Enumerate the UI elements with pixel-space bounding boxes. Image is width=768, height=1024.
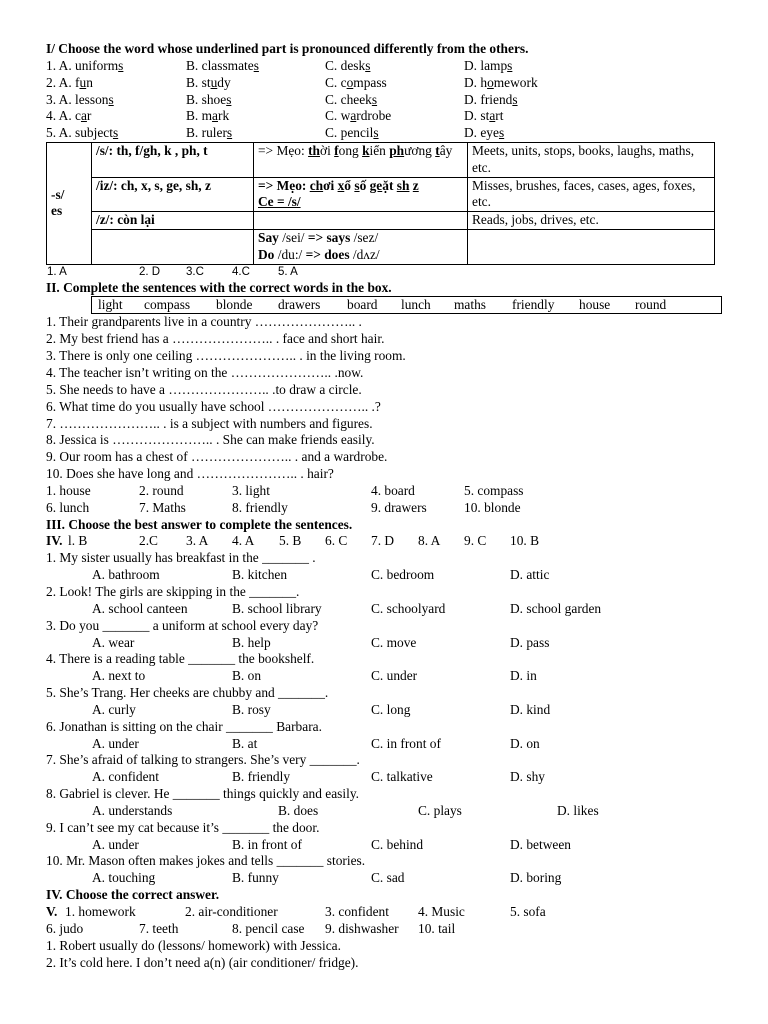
fill-in-sentence: 5. She needs to have a ………………….. .to draw a circle. bbox=[46, 381, 362, 397]
mc-question: 10. Mr. Mason often makes jokes and tells _______ stories. bbox=[46, 853, 366, 869]
answer-option: C. wardrobe bbox=[325, 108, 392, 124]
word-box-item: drawers bbox=[278, 297, 321, 313]
word-box-item: round bbox=[635, 297, 667, 313]
answer-option: B. funny bbox=[232, 870, 279, 886]
answer-option: 5. A. subjects bbox=[46, 125, 119, 141]
section-1-questions bbox=[46, 58, 726, 142]
rule-z-tip bbox=[254, 212, 468, 230]
answer-option: B. rosy bbox=[232, 701, 271, 717]
answer-option: 1. A. uniforms bbox=[46, 57, 124, 73]
answer-option: B. kitchen bbox=[232, 567, 288, 583]
answer-option: 2. A. fun bbox=[46, 74, 93, 90]
answer-key-item: 1. house bbox=[46, 482, 91, 498]
answer-option: B. mark bbox=[186, 108, 230, 124]
answer-key-item: 10. tail bbox=[418, 920, 456, 936]
answer-option: C. long bbox=[371, 701, 411, 717]
answer-option: C. schoolyard bbox=[371, 600, 446, 616]
mc-options bbox=[46, 702, 726, 719]
answer-option: B. study bbox=[186, 74, 231, 90]
answer-key-item: 2. round bbox=[139, 482, 184, 498]
answer-option: C. move bbox=[371, 634, 417, 650]
answer-option: D. eyes bbox=[464, 125, 505, 141]
answer-key-item: 5. sofa bbox=[510, 904, 546, 920]
answer-key-item: 3. light bbox=[232, 482, 270, 498]
fill-in-sentence: 8. Jessica is ………………….. . She can make friends easily. bbox=[46, 432, 375, 448]
pronunciation-question bbox=[46, 92, 726, 109]
answer-key-item: 9. C bbox=[464, 533, 487, 549]
rule-s-examples: Meets, units, stops, books, laughs, maths, etc. bbox=[468, 143, 715, 178]
word-box bbox=[91, 296, 722, 314]
mc-options bbox=[46, 635, 726, 652]
word-box-item: board bbox=[347, 297, 378, 313]
rule-iz-sounds: /iz/: ch, x, s, ge, sh, z bbox=[92, 177, 254, 212]
answer-key-label: IV. bbox=[46, 533, 63, 549]
answer-key-item: 1. A bbox=[47, 265, 67, 278]
fill-in-sentence: 1. Their grandparents live in a country ………………….. . bbox=[46, 314, 362, 330]
answer-key-item: 10. B bbox=[510, 533, 540, 549]
answer-key-item: 6. judo bbox=[46, 920, 84, 936]
mc-question: 1. My sister usually has breakfast in the _______ . bbox=[46, 550, 316, 566]
section-4-title: IV. Choose the correct answer. bbox=[46, 887, 220, 903]
mc-options bbox=[46, 601, 726, 618]
answer-option: A. next to bbox=[92, 668, 146, 684]
rule-ending-label: -s/ bbox=[51, 186, 65, 202]
section-4-question: 2. It’s cold here. I don’t need a(n) (air conditioner/ fridge). bbox=[46, 954, 359, 970]
rule-z-examples: Reads, jobs, drives, etc. bbox=[468, 212, 715, 230]
answer-option: C. sad bbox=[371, 870, 405, 886]
section-4-answer-key-1 bbox=[46, 904, 726, 921]
answer-key-item: 7. teeth bbox=[139, 920, 179, 936]
answer-key-item: 4. board bbox=[371, 482, 415, 498]
answer-key-item: 3.C bbox=[186, 265, 204, 278]
answer-option: B. on bbox=[232, 668, 262, 684]
section-1-title: I/ Choose the word whose underlined part is pronounced differently from the others. bbox=[46, 41, 529, 56]
answer-option: A. school canteen bbox=[92, 600, 188, 616]
answer-option: D. homework bbox=[464, 74, 538, 90]
mc-question: 9. I can’t see my cat because it’s _______ the door. bbox=[46, 819, 320, 835]
answer-key-item: 4.C bbox=[232, 265, 250, 278]
rule-iz-examples: Misses, brushes, faces, cases, ages, foxes, etc. bbox=[468, 177, 715, 212]
answer-option: D. in bbox=[510, 668, 537, 684]
answer-option: C. plays bbox=[418, 802, 462, 818]
section-3-answer-key bbox=[46, 533, 726, 550]
word-box-item: maths bbox=[454, 297, 486, 313]
section-3-title: III. Choose the best answer to complete the sentences. bbox=[46, 516, 353, 532]
answer-key-item: 5. B bbox=[279, 533, 302, 549]
fill-in-sentence: 9. Our room has a chest of ………………….. . and a wardrobe. bbox=[46, 449, 388, 465]
answer-option: A. confident bbox=[92, 769, 159, 785]
fill-in-sentence: 4. The teacher isn’t writing on the ………………….. .now. bbox=[46, 365, 364, 381]
word-box-item: light bbox=[98, 297, 123, 313]
word-box-item: compass bbox=[144, 297, 191, 313]
answer-option: 4. A. car bbox=[46, 108, 92, 124]
answer-option: A. understands bbox=[92, 802, 173, 818]
mc-question: 7. She’s afraid of talking to strangers. She’s very _______. bbox=[46, 752, 360, 768]
answer-option: D. friends bbox=[464, 91, 518, 107]
answer-key-item: 7. Maths bbox=[139, 499, 186, 515]
answer-option: A. curly bbox=[92, 701, 136, 717]
mc-options bbox=[46, 567, 726, 584]
answer-option: A. bathroom bbox=[92, 567, 160, 583]
answer-option: B. help bbox=[232, 634, 271, 650]
section-3-questions bbox=[46, 550, 726, 887]
answer-option: C. compass bbox=[325, 74, 387, 90]
answer-option: A. under bbox=[92, 735, 139, 751]
fill-in-sentence: 2. My best friend has a ………………….. . face and short hair. bbox=[46, 331, 385, 347]
rule-exceptions: Say /sei/ => says /sez/ Do /du:/ => does /dʌz/ bbox=[254, 230, 468, 265]
mc-options bbox=[46, 837, 726, 854]
answer-option: B. classmates bbox=[186, 57, 259, 73]
mc-question: 6. Jonathan is sitting on the chair _______ Barbara. bbox=[46, 718, 322, 734]
answer-option: D. pass bbox=[510, 634, 550, 650]
answer-option: A. touching bbox=[92, 870, 156, 886]
mc-options bbox=[46, 668, 726, 685]
rule-ending-cell bbox=[47, 143, 92, 265]
rule-ending-label-2: es bbox=[51, 203, 63, 219]
answer-option: C. cheeks bbox=[325, 91, 378, 107]
answer-option: A. under bbox=[92, 836, 139, 852]
answer-key-item: 9. dishwasher bbox=[325, 920, 399, 936]
answer-key-item: 4. Music bbox=[418, 904, 465, 920]
answer-key-item: 5. compass bbox=[464, 482, 524, 498]
answer-option: B. in front of bbox=[232, 836, 302, 852]
answer-key-item: 5. A bbox=[278, 265, 298, 278]
section-1-answer-key bbox=[46, 265, 726, 280]
answer-option: D. on bbox=[510, 735, 540, 751]
answer-option: B. friendly bbox=[232, 769, 291, 785]
answer-key-item: 2. air-conditioner bbox=[185, 904, 278, 920]
answer-key-label: V. bbox=[46, 904, 58, 920]
mc-question: 4. There is a reading table _______ the bookshelf. bbox=[46, 651, 315, 667]
answer-key-item: 3. A bbox=[186, 533, 209, 549]
answer-option: C. behind bbox=[371, 836, 424, 852]
pronunciation-rules-table bbox=[46, 142, 715, 265]
answer-key-item: 8. A bbox=[418, 533, 441, 549]
answer-option: B. rulers bbox=[186, 125, 233, 141]
section-2-answer-key-1 bbox=[46, 483, 726, 500]
fill-in-sentence: 7. ………………….. . is a subject with numbers and figures. bbox=[46, 415, 373, 431]
rule-iz-tip: => Mẹo: chơi xổ số geặt sh z Ce = /s/ bbox=[254, 177, 468, 212]
rule-exception-blank bbox=[92, 230, 254, 265]
answer-option: D. likes bbox=[557, 802, 599, 818]
answer-key-item: 4. A bbox=[232, 533, 255, 549]
mc-question: 8. Gabriel is clever. He _______ things quickly and easily. bbox=[46, 786, 359, 802]
answer-option: C. desks bbox=[325, 57, 371, 73]
answer-option: C. bedroom bbox=[371, 567, 435, 583]
section-4-question: 1. Robert usually do (lessons/ homework) with Jessica. bbox=[46, 937, 341, 953]
word-box-item: friendly bbox=[512, 297, 555, 313]
answer-key-item: 8. friendly bbox=[232, 499, 288, 515]
mc-options bbox=[46, 803, 726, 820]
section-4-answer-key-2 bbox=[46, 921, 726, 938]
answer-option: B. school library bbox=[232, 600, 322, 616]
fill-in-sentence: 3. There is only one ceiling ………………….. . in the living room. bbox=[46, 348, 406, 364]
fill-in-sentence: 10. Does she have long and ………………….. . hair? bbox=[46, 466, 334, 482]
answer-option: C. pencils bbox=[325, 125, 379, 141]
word-box-item: blonde bbox=[216, 297, 253, 313]
answer-option: 3. A. lessons bbox=[46, 91, 114, 107]
section-2-title: II. Complete the sentences with the correct words in the box. bbox=[46, 279, 392, 295]
answer-option: D. shy bbox=[510, 769, 545, 785]
answer-option: D. boring bbox=[510, 870, 562, 886]
answer-option: D. school garden bbox=[510, 600, 602, 616]
rule-s-sounds: /s/: th, f/gh, k , ph, t bbox=[92, 143, 254, 178]
answer-option: B. at bbox=[232, 735, 258, 751]
answer-option: D. attic bbox=[510, 567, 550, 583]
section-2-sentences bbox=[46, 314, 726, 482]
answer-key-item: 6. C bbox=[325, 533, 348, 549]
answer-key-item: 2. D bbox=[139, 265, 161, 278]
worksheet bbox=[46, 41, 726, 971]
answer-key-item: 10. blonde bbox=[464, 499, 521, 515]
section-2-answer-key-2 bbox=[46, 500, 726, 517]
rule-exception-blank-2 bbox=[468, 230, 715, 265]
answer-option: C. talkative bbox=[371, 769, 433, 785]
mc-options bbox=[46, 870, 726, 887]
answer-option: B. shoes bbox=[186, 91, 232, 107]
mc-question: 5. She’s Trang. Her cheeks are chubby and _______. bbox=[46, 685, 329, 701]
answer-key-item: 9. drawers bbox=[371, 499, 427, 515]
answer-key-item: 8. pencil case bbox=[232, 920, 305, 936]
mc-question: 2. Look! The girls are skipping in the _______. bbox=[46, 583, 300, 599]
answer-option: D. kind bbox=[510, 701, 551, 717]
answer-option: C. under bbox=[371, 668, 418, 684]
answer-option: D. lamps bbox=[464, 57, 513, 73]
answer-option: D. start bbox=[464, 108, 504, 124]
answer-key-item: 6. lunch bbox=[46, 499, 90, 515]
rule-z-sounds: /z/: còn lại bbox=[92, 212, 254, 230]
rule-s-tip: => Mẹo: thời fong kiển phương tây bbox=[254, 143, 468, 178]
pronunciation-question bbox=[46, 58, 726, 75]
answer-option: B. does bbox=[278, 802, 319, 818]
answer-key-item: 2.C bbox=[139, 533, 158, 549]
answer-key-item: 7. D bbox=[371, 533, 395, 549]
mc-options bbox=[46, 769, 726, 786]
pronunciation-question bbox=[46, 125, 726, 142]
answer-key-item: 3. confident bbox=[325, 904, 389, 920]
pronunciation-question bbox=[46, 75, 726, 92]
answer-option: A. wear bbox=[92, 634, 135, 650]
mc-question: 3. Do you _______ a uniform at school every day? bbox=[46, 617, 319, 633]
fill-in-sentence: 6. What time do you usually have school ………………….. .? bbox=[46, 398, 381, 414]
answer-option: D. between bbox=[510, 836, 571, 852]
word-box-item: house bbox=[579, 297, 611, 313]
answer-key-item: 1. homework bbox=[65, 904, 136, 920]
answer-key-item: l. B bbox=[68, 533, 88, 549]
answer-option: C. in front of bbox=[371, 735, 441, 751]
pronunciation-question bbox=[46, 108, 726, 125]
mc-options bbox=[46, 736, 726, 753]
word-box-item: lunch bbox=[401, 297, 431, 313]
